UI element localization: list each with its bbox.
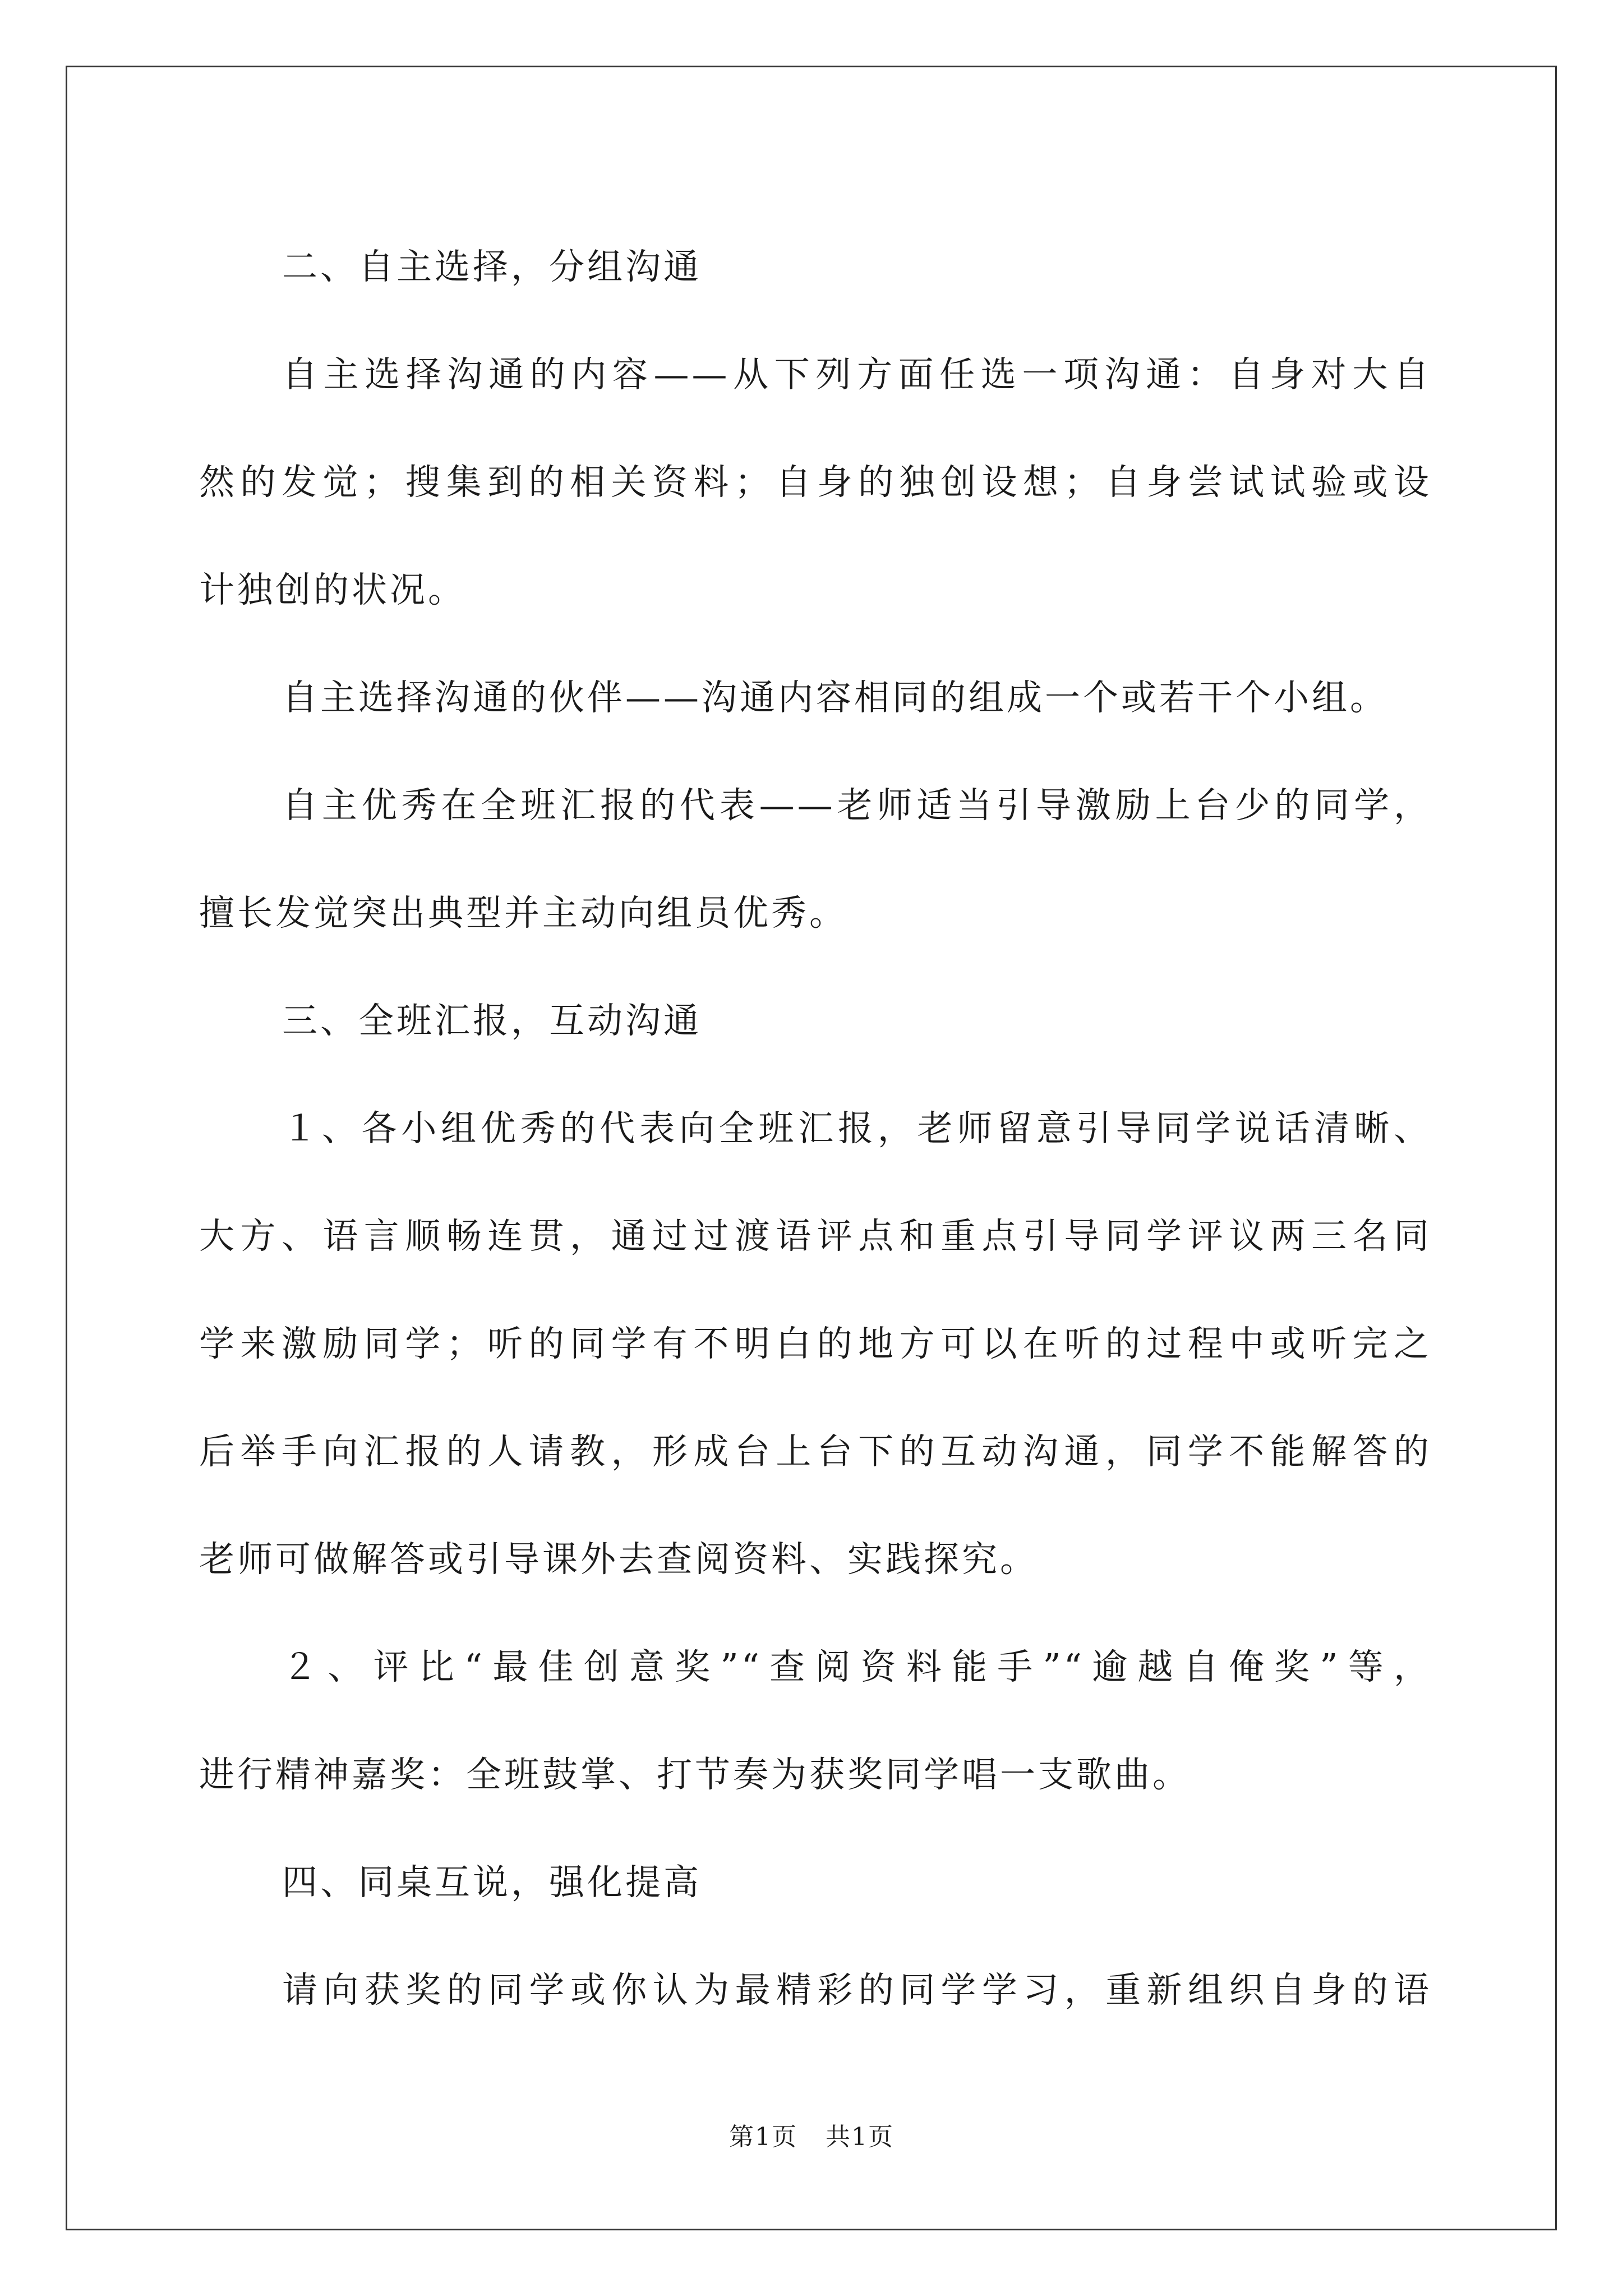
paragraph-line: 请向获奖的同学或你认为最精彩的同学学习，重新组织自身的语	[282, 1970, 1432, 2010]
paragraph-line: 后举手向汇报的人请教，形成台上台下的互动沟通，同学不能解答的	[199, 1431, 1432, 1472]
paragraph-line: 擅长发觉突出典型并主动向组员优秀。	[199, 892, 847, 933]
page-number: 第1页	[729, 2123, 797, 2151]
paragraph-line: ２、评比“最佳创意奖”“查阅资料能手”“逾越自俺奖”等，	[282, 1646, 1432, 1687]
paragraph-line: 自主选择沟通的伙伴——沟通内容相同的组成一个或若干个小组。	[282, 677, 1388, 718]
section-heading: 三、全班汇报，互动沟通	[282, 1000, 702, 1041]
section-heading: 四、同桌互说，强化提高	[282, 1862, 702, 1903]
document-body	[199, 213, 1432, 2044]
paragraph-line: 自主优秀在全班汇报的代表——老师适当引导激励上台少的同学，	[282, 785, 1432, 826]
paragraph-line: 自主选择沟通的内容——从下列方面任选一项沟通：自身对大自	[282, 354, 1432, 395]
section-heading: 二、自主选择，分组沟通	[282, 246, 702, 287]
paragraph-line: １、各小组优秀的代表向全班汇报，老师留意引导同学说话清晰、	[282, 1108, 1432, 1149]
page-total: 共1页	[826, 2123, 894, 2151]
paragraph-line: 计独创的状况。	[199, 569, 466, 610]
page-footer	[0, 2116, 1623, 2152]
paragraph-line: 学来激励同学；听的同学有不明白的地方可以在听的过程中或听完之	[199, 1323, 1432, 1364]
paragraph-line: 然的发觉；搜集到的相关资料；自身的独创设想；自身尝试试验或设	[199, 462, 1432, 503]
paragraph-line: 老师可做解答或引导课外去查阅资料、实践探究。	[199, 1539, 1038, 1580]
paragraph-line: 大方、语言顺畅连贯，通过过渡语评点和重点引导同学评议两三名同	[199, 1216, 1432, 1257]
paragraph-line: 进行精神嘉奖：全班鼓掌、打节奏为获奖同学唱一支歌曲。	[199, 1754, 1191, 1795]
